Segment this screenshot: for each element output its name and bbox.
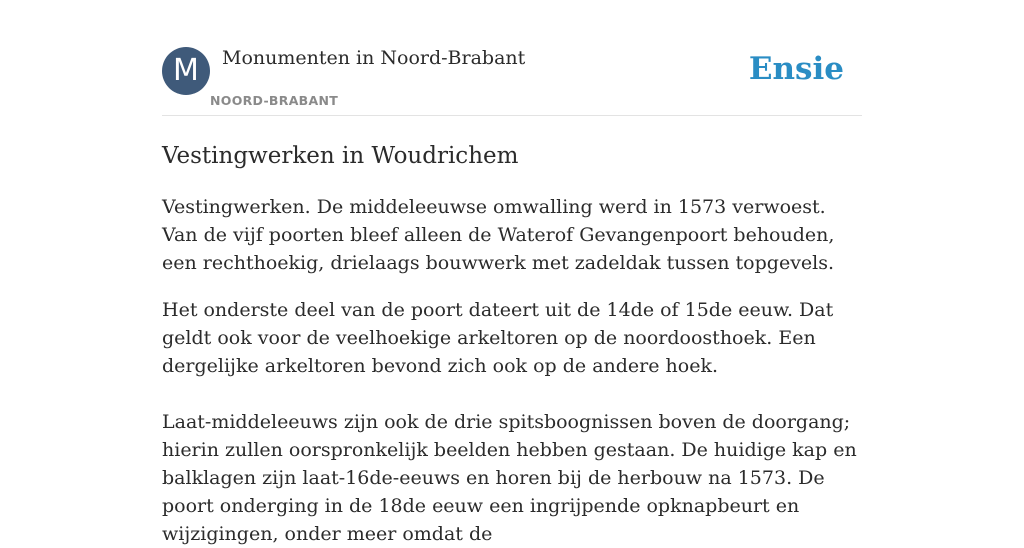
article-paragraph: Laat-middeleeuws zijn ook de drie spitsboognissen boven de doorgang; hierin zullen oorspronkelijk beelden hebben gestaan. De huidige kap en balklagen zijn laat-16de-eeuws en horen bij de herbouw na 1573. De poort onderging in de 18de eeuw een ingrijpende opknapbeurt en wijzigingen, onder meer omdat de [162,411,857,545]
article-title: Vestingwerken in Woudrichem [162,143,519,169]
avatar[interactable]: M [162,47,210,95]
article-paragraph: Het onderste deel van de poort dateert uit de 14de of 15de eeuw. Dat geldt ook voor de veelhoekige arkeltoren op de noordoosthoek. Een dergelijke arkeltoren bevond zich ook op de andere hoek. [162,299,834,377]
page-container [162,0,862,548]
region-label[interactable]: NOORD-BRABANT [210,93,339,108]
article-paragraph: Vestingwerken. De middeleeuwse omwalling werd in 1573 verwoest. Van de vijf poorten bleef alleen de Waterof Gevangenpoort behouden, een rechthoekig, drielaags bouwwerk met zadeldak tussen topgevels. [162,196,835,274]
page-header [162,0,862,116]
ensie-logo[interactable]: Ensie [748,51,844,87]
site-title-link[interactable]: Monumenten in Noord-Brabant [222,47,526,69]
